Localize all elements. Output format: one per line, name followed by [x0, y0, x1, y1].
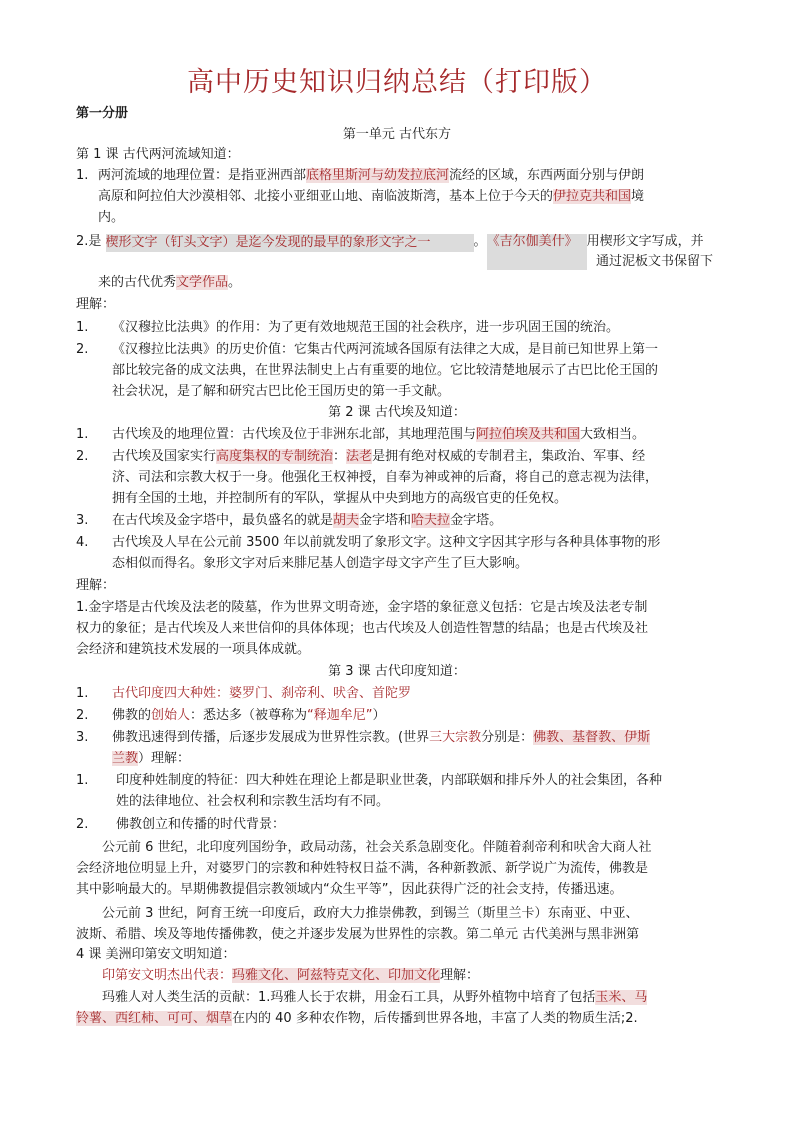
paragraph-line: 两河流域的地理位置：是指亚洲西部底格里斯河与幼发拉底河流经的区域，东西两面分别与伊朗	[98, 168, 645, 183]
item-number: 2.	[76, 817, 89, 832]
lesson-heading: 4 课 美洲印第安文明知道：	[76, 947, 236, 962]
paragraph-line: 公元前 6 世纪，北印度列国纷争，政局动荡，社会关系急剧变化。伴随着刹帝利和吠舍大商人社	[102, 840, 652, 855]
item-number: 1.	[76, 320, 89, 335]
paragraph-line: 古代印度四大种姓：婆罗门、刹帝利、吠舍、首陀罗	[112, 686, 412, 701]
section-label: 理解：	[76, 297, 116, 312]
lesson-heading: 第 2 课 古代埃及知道：	[328, 405, 466, 420]
item-number: 3.	[76, 513, 89, 528]
highlight: 佛教、基督教、伊斯	[533, 730, 651, 745]
paragraph-line: 1.金字塔是古代埃及法老的陵墓，作为世界文明奇迹，金字塔的象征意义包括：它是古埃及法老专制	[76, 600, 648, 615]
paragraph-line: 其中影响最大的。早期佛教提倡宗教领域内“众生平等”，因此获得广泛的社会支持，传播迅速。	[76, 882, 623, 897]
highlight: 文学作品	[176, 275, 229, 290]
highlight: “释迦牟尼”	[307, 708, 373, 723]
highlight: 伊拉克共和国	[553, 189, 632, 204]
paragraph-line: 会经济和建筑技术发展的一项具体成就。	[76, 642, 311, 657]
item-number: 1.	[76, 427, 89, 442]
paragraph-line: 公元前 3 世纪，阿育王统一印度后，政府大力推崇佛教，到锡兰（斯里兰卡）东南亚、中亚、	[102, 906, 639, 921]
highlight: 铃薯、西红柿、可可、烟草	[76, 1011, 233, 1026]
item-number: 2.	[76, 342, 89, 357]
paragraph-line: 印第安文明杰出代表：玛雅文化、阿兹特克文化、印加文化理解：	[102, 968, 480, 983]
item-number: 1.	[76, 686, 89, 701]
paragraph-line: 古代埃及国家实行高度集权的专制统治：法老是拥有绝对权威的专制君主，集政治、军事、经	[112, 449, 646, 464]
paragraph-line: 佛教的创始人：悉达多（被尊称为“释迦牟尼”）	[112, 708, 386, 723]
paragraph-line: 权力的象征；是古代埃及人来世信仰的具体体现；也古代埃及人创造性智慧的结晶；也是古代埃及社	[76, 621, 649, 636]
item-number: 3.	[76, 730, 89, 745]
paragraph-line: 古代埃及人早在公元前 3500 年以前就发明了象形文字。这种文字因其字形与各种具体事物的形	[112, 535, 661, 550]
document-title: 高中历史知识归纳总结（打印版）	[187, 67, 607, 98]
section-label: 理解：	[76, 578, 116, 593]
highlight: 胡夫	[333, 513, 360, 528]
item-number: 1.	[76, 168, 89, 183]
paragraph-line: 2.是 楔形文字（钉头文字）是迄今发现的最早的象形文字之一 。《吉尔伽美什》 用楔形文字写成，并	[76, 234, 704, 270]
highlight: 创始人	[151, 708, 191, 723]
paragraph-line: 印度种姓制度的特征：四大种姓在理论上都是职业世袭，内部联姻和排斥外人的社会集团，各种	[116, 773, 663, 788]
paragraph-line: 会经济地位明显上升，对婆罗门的宗教和种姓特权日益不满，各种新教派、新学说广为流传，佛教是	[76, 861, 649, 876]
paragraph-line: 来的古代优秀文学作品。	[98, 275, 242, 290]
unit-heading: 第一单元 古代东方	[342, 127, 452, 142]
paragraph-line: 佛教迅速得到传播，后逐步发展成为世界性宗教。(世界三大宗教分别是：佛教、基督教、伊斯	[112, 730, 651, 745]
paragraph-line: 济、司法和宗教大权于一身。他强化王权神授，自奉为神或神的后裔，将自己的意志视为法律，	[112, 470, 659, 485]
item-number: 1.	[76, 773, 89, 788]
paragraph-line: 佛教创立和传播的时代背景：	[116, 817, 286, 832]
highlight: 高度集权的专制统治	[216, 449, 334, 464]
lesson-heading: 第 1 课 古代两河流域知道：	[76, 147, 240, 162]
highlight: 兰教	[112, 751, 139, 766]
highlight-box: 楔形文字（钉头文字）是迄今发现的最早的象形文字之一	[106, 234, 474, 252]
paragraph-line: 在古代埃及金字塔中，最负盛名的就是胡夫金字塔和哈夫拉金字塔。	[112, 513, 503, 528]
paragraph-line: 姓的法律地位、社会权利和宗教生活均有不同。	[116, 794, 390, 809]
book-label: 第一分册	[76, 106, 129, 121]
paragraph-line: 兰教）理解：	[112, 751, 191, 766]
paragraph-line: 玛雅人对人类生活的贡献：1.玛雅人长于农耕，用金石工具，从野外植物中培育了包括玉米、马	[102, 990, 648, 1005]
paragraph-line: 内。	[98, 210, 125, 225]
highlight: 三大宗教	[429, 730, 482, 745]
highlight: 玉米、马	[595, 990, 648, 1005]
paragraph-line: 社会状况，是了解和研究古巴比伦王国历史的第一手文献。	[112, 384, 451, 399]
highlight: 阿拉伯埃及共和国	[476, 427, 581, 442]
highlight: 哈夫拉	[411, 513, 451, 528]
item-number: 2.	[76, 449, 89, 464]
item-number: 4.	[76, 535, 89, 550]
paragraph-line: 《汉穆拉比法典》的作用：为了更有效地规范王国的社会秩序，进一步巩固王国的统治。	[112, 320, 620, 335]
highlight: 法老	[346, 449, 373, 464]
paragraph-line: 波斯、希腊、埃及等地传播佛教，使之并逐步发展为世界性的宗教。第二单元 古代美洲与黑非洲第	[76, 927, 640, 942]
lesson-heading: 第 3 课 古代印度知道：	[328, 664, 466, 679]
item-number: 2.	[76, 708, 89, 723]
paragraph-line: 态相似而得名。象形文字对后来腓尼基人创造字母文字产生了巨大影响。	[112, 556, 529, 571]
paragraph-line: 古代埃及的地理位置：古代埃及位于非洲东北部，其地理范围与阿拉伯埃及共和国大致相当。	[112, 427, 646, 442]
highlight: 玛雅文化、阿兹特克文化、印加文化	[232, 968, 441, 983]
paragraph-line: 部比较完备的成文法典，在世界法制史上占有重要的地位。它比较清楚地展示了古巴比伦王国的	[112, 363, 659, 378]
highlight: 底格里斯河与幼发拉底河	[306, 168, 450, 183]
paragraph-line: 《汉穆拉比法典》的历史价值：它集古代两河流域各国原有法律之大成，是目前已知世界上第一	[112, 342, 659, 357]
paragraph-line: 拥有全国的土地，并控制所有的军队，掌握从中央到地方的高级官吏的任免权。	[112, 491, 568, 506]
paragraph-line: 铃薯、西红柿、可可、烟草在内的 40 多种农作物，后传播到世界各地，丰富了人类的物质生活;2.	[76, 1011, 638, 1026]
paragraph-line: 高原和阿拉伯大沙漠相邻、北接小亚细亚山地、南临波斯湾，基本上位于今天的伊拉克共和国境	[98, 189, 645, 204]
highlight-box: 《吉尔伽美什》	[487, 234, 587, 270]
paragraph-line: 通过泥板文书保留下	[596, 254, 714, 269]
